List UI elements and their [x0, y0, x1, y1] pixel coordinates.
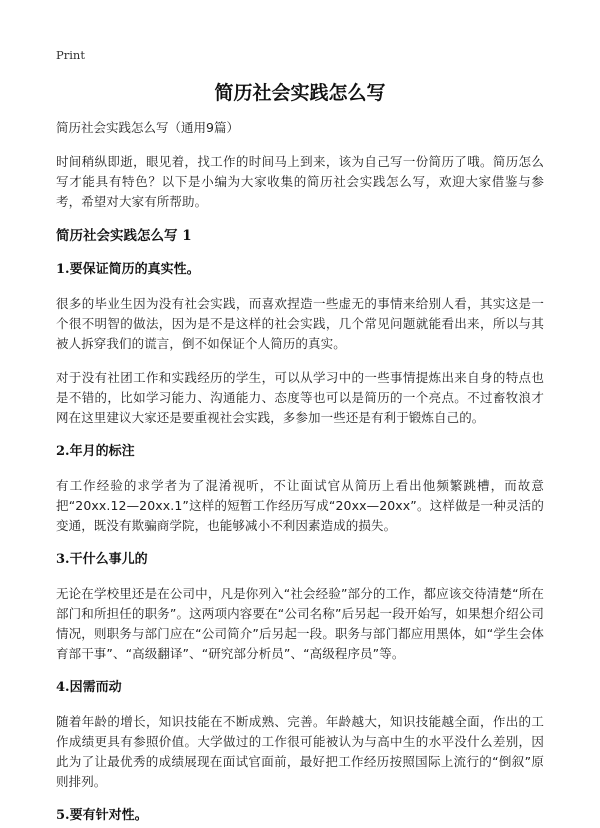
- intro-paragraph: 时间稍纵即逝，眼见着，找工作的时间马上到来，该为自己写一份简历了哦。简历怎么写才能具有特色？以下是小编为大家收集的简历社会实践怎么写，欢迎大家借鉴与参考，希望对大家有所帮助。: [56, 154, 544, 209]
- print-link[interactable]: Print: [56, 48, 85, 62]
- article-body: [56, 74, 544, 828]
- point-heading-3: 3.干什么事儿的: [56, 552, 148, 567]
- point-heading-2: 2.年月的标注: [56, 444, 135, 459]
- point-1-paragraph-2: 对于没有社团工作和实践经历的学生，可以从学习中的一些事情提炼出来自身的特点也是不错的，比如学习能力、沟通能力、态度等也可以是简历的一个亮点。不过畜牧浪才网在这里建议大家还是要重视社会实践，多参加一些还是有利于锻炼自己的。: [56, 370, 544, 425]
- section-heading: 简历社会实践怎么写 1: [56, 228, 192, 244]
- point-4-paragraph-1: 随着年龄的增长，知识技能在不断成熟、完善。年龄越大，知识技能越全面，作出的工作成绩更具有参照价值。大学做过的工作很可能被认为与高中生的水平没什么差别，因此为了让最优秀的成绩展现在面试官面前，最好把工作经历按照国际上流行的“倒叙”原则排列。: [56, 714, 544, 789]
- point-heading-5: 5.要有针对性。: [56, 808, 148, 823]
- point-3-paragraph-1: 无论在学校里还是在公司中，凡是你列入“社会经验”部分的工作，都应该交待清楚“所在部门和所担任的职务”。这两项内容要在“公司名称”后另起一段开始写，如果想介绍公司情况，则职务与部门应在“公司简介”后另起一段。职务与部门都应用黑体，如“学生会体育部干事”、“高级翻译”、“研究部分析员”、“高级程序员”等。: [56, 586, 544, 661]
- point-1-paragraph-1: 很多的毕业生因为没有社会实践，而喜欢捏造一些虚无的事情来给别人看，其实这是一个很不明智的做法，因为是不是这样的社会实践，几个常见问题就能看出来，所以与其被人拆穿我们的谎言，倒不如保证个人简历的真实。: [56, 296, 544, 351]
- page-title: 简历社会实践怎么写: [214, 82, 386, 104]
- point-heading-4: 4.因需而动: [56, 680, 122, 695]
- point-heading-1: 1.要保证简历的真实性。: [56, 262, 200, 277]
- point-2-paragraph-1: 有工作经验的求学者为了混淆视听，不让面试官从简历上看出他频繁跳槽，而故意把“20xx.12—20xx.1”这样的短暂工作经历写成“20xx—20xx”。这样做是一种灵活的变通，既没有欺骗商学院，也能够减小不利因素造成的损失。: [56, 478, 544, 533]
- article-subtitle: 简历社会实践怎么写（通用9篇）: [56, 120, 239, 135]
